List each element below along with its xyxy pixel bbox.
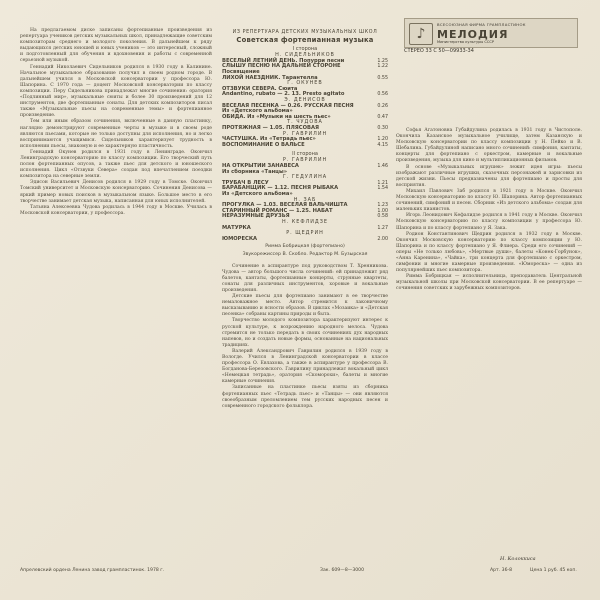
track-title: ЧАСТУШКА. Из «Тетрадь пьес» (222, 136, 316, 143)
track-title: Из «Детского альбома» (222, 108, 293, 115)
track-composer: Р. ГАВРИЛИН (282, 130, 328, 137)
track-title: ОТЗВУКИ СЕВЕРА. Сюита (222, 85, 298, 92)
side-two-label: II сторона (292, 151, 318, 158)
stereo-catalog-number: СТЕРЕО 33 С 50—09933-34 (404, 48, 474, 54)
track-duration: 0.55 (377, 75, 388, 81)
track-title: ПРОГУЛКА — 1.03. ВЕСЕЛАЯ ВАЛЬЧИШТА (222, 202, 348, 209)
paragraph: Эдисон Васильевич Денисов родился в 1929 году в Томске. Окончил Томский университет и Московскую консерваторию. Сочинения Денисова — яркий пример новых поисков в музыкальном языке. Большое место в его творчестве занимает детская музыка, написанная для юных исполнителей. (20, 180, 212, 204)
track-duration: 1.20 (377, 137, 388, 143)
track-title: Из «Детского альбома» (222, 191, 293, 198)
track-duration: 1.25 (377, 58, 388, 64)
track-composer: Н. КЕФЛИДЗЕ (282, 219, 328, 225)
track-title: СТАРИННЫЙ РОМАНС — 1.25. НАБАТ (222, 207, 333, 214)
track-composer: Г. ОКУНЕВ (287, 80, 323, 87)
track-title: НЕРАЗУМНЫЕ ДРУЗЬЯ (222, 213, 290, 220)
series-title: ИЗ РЕПЕРТУАРА ДЕТСКИХ МУЗЫКАЛЬНЫХ ШКОЛ (232, 30, 378, 35)
track-title: ВЕСЕЛЫЙ ЛЕТНИЙ ДЕНЬ. Попурри песни (222, 57, 345, 64)
track-duration: 1.23 (377, 203, 388, 209)
production-credits: Звукорежиссер В. Скобло. Редактор М. Бузырская (242, 252, 368, 258)
track-duration: 1.21 (377, 180, 388, 186)
article-number: Арт. 36-8 (490, 568, 513, 573)
track-item (222, 231, 388, 242)
album-title: Советская фортепианная музыка (236, 36, 374, 45)
paragraph: Родион Константинович Щедрин родился в 1932 году в Москве. Окончил Московскую консерваторию по классу композиции у Ю. Шапорина и по классу фортепиано у Я. Флиера. Среди его сочинений — оперы «Не только любовь», «Мертвые души», балеты «Конек-Горбунок», «Анна Каренина», «Чайка», три концерта для фортепиано с оркестром, симфонии и многие камерные произведения. «Юмореска» — одна из популярнейших пьес композитора. (396, 231, 582, 274)
mid-text-body (222, 264, 388, 410)
track-title: ПРОТЯЖНАЯ — 1.05. ПЛЯСОВАЯ (222, 125, 319, 131)
side-two-tracklist (222, 158, 388, 242)
track-duration: 4.15 (377, 142, 388, 148)
track-duration: 0.30 (377, 126, 388, 131)
track-title: Посвящение (222, 69, 260, 76)
track-title: ТРУБАЧ В ЛЕСУ (222, 179, 269, 186)
track-composer: Р. ЩЕДРИН (286, 230, 324, 237)
track-title: НА ОТКРЫТИИ ЗАНАВЕСА (222, 163, 299, 170)
paragraph: Детские пьесы для фортепиано занимают в ее творчестве немаловажное место. Автор стремится к лаконичному высказыванию и ясности образов. В циклах «Мозаика» и «Детская песенка» собраны картины природы и быта. (222, 294, 388, 318)
track-title: Из сборника «Танцы» (222, 168, 288, 175)
performer: Римма Бобрицкая (фортепиано) (265, 244, 345, 250)
right-text-column (396, 128, 582, 293)
left-text-column (20, 28, 212, 217)
track-title: ЛИХОЙ НАЕЗДНИК. Тарантелла (222, 74, 318, 81)
paragraph: Татьяна Алексеевна Чудова родилась в 1944 году в Москве. Училась в Московской консерватории, у профессора. (20, 204, 212, 216)
paragraph: Валерий Александрович Гаврилин родился в 1939 году в Вологде. Учился в Ленинградской консерватории в классе профессора О. Евлахова, а также в аспирантуре у профессора В. Богданова-Березовского. Гаврилину принадлежат вокальный цикл «Немецкая тетрадь», оратория «Скоморохи», балеты и многие камерные сочинения. (222, 348, 388, 385)
printer-info: Апрелевский ордена Ленина завод грампластинок. 1978 г. (20, 568, 165, 573)
paragraph: Геннадий Николаевич Сидельников родился в 1930 году в Калинине. Начальное музыкальное образование получил в своем родном городе. В дальнейшем учился в Московской консерватории у профессора Ю. Шапорина. С 1970 года — доцент Московской консерватории по классу композиции. Перу Сидельникова принадлежат многие сочинения: оратория «Подлинный мир», музыкальные сюиты и более 30 произведений для 12 инструментов, две фортепианные сонаты. Для детских композиторов писал также «Музыкальные пьесы на современные темы» и фортепианное произведение. (20, 64, 212, 119)
track-composer: Н. ЗАБ (293, 196, 317, 203)
paragraph: Римма Бобрицкая — исполнительница, преподаватель Центральной музыкальной школы при Московской консерватории. В ее репертуаре — сочинения советских и зарубежных композиторов. (396, 274, 582, 292)
logo-top-text: ВСЕСОЮЗНАЯ ФИРМА ГРАМПЛАСТИНОК (437, 22, 526, 27)
track-title: БАРАБАНЩИК — 1.12. ПЕСНЯ РЫБАКА (222, 185, 339, 192)
track-duration: 1.22 (377, 64, 388, 70)
paragraph: Сочинение в аспирантуре под руководством Т. Хренникова. Чудова — автор большого числа сочинений: ей принадлежит ряд балетов, кантаты, фортепианные концерты, струнные квартеты, сонаты для различных инструментов, хоровые и вокальные произведения. (222, 263, 388, 293)
track-title: ЮМОРЕСКА (222, 235, 258, 242)
paragraph: Тем или иным образом сочинения, включенные в данную пластинку, наглядно демонстрируют современные черты в музыке и в своем роде являются пьесами, которые не только доступны для исполнения, но и легко воспринимаются учащимися. Сидельников характеризует трудность в исполнении пьесы, знакомую и ее характерную пластичность. (20, 119, 212, 149)
program-column (222, 28, 388, 410)
track-item (222, 120, 388, 131)
paragraph: Софья Агатоновна Губайдулина родилась в 1931 году в Чистополе. Окончила Казанское музыкальное училище, затем Казанскую и Московскую консерватории по классу композиции у Н. Пейко и В. Шебалина. Губайдулиной написано много сочинений: симфония, кантаты, концерты для фортепиано с оркестром, камерные и вокальные произведения, музыка для кино и мультипликационных фильмов. (396, 128, 582, 164)
paragraph: В основе «Музыкальных игрушек» лежит идея игры: пьесы изображают различные игрушки, сказочных персонажей и зарисовки из детской жизни. Пьесы предназначены для фортепиано и просты для восприятия. (396, 164, 582, 188)
order-number: Зак. 609—8—3000 (320, 568, 365, 573)
track-item (222, 158, 388, 169)
logo-name: МЕЛОДИЯ (437, 28, 509, 41)
annotation-author: Н. Колоккиса (500, 556, 536, 562)
track-composer: Г. ГЕДУЛИНА (282, 174, 328, 181)
track-duration: 0.47 (377, 114, 388, 120)
track-title: МАТУРКА (222, 224, 251, 231)
track-composer: Т. ЧУДОВА (287, 119, 323, 126)
program-header (222, 30, 388, 43)
track-duration: 0.56 (377, 92, 388, 98)
catalog-line (404, 48, 576, 54)
track-composer: Н. СИДЕЛЬНИКОВ (275, 52, 335, 59)
side-one-tracklist (222, 53, 388, 148)
paragraph: Игорь Леонидович Кефалидзе родился в 1941 году в Москве. Окончил Московскую консерваторию по классу композиции у профессора Ю. Шапорина и по классу фортепиано у Я. Зака. (396, 213, 582, 231)
track-title: СЛЫШУ ПЕСНЮ НА ДАЛЬНЕЙ СТОРОНЕ (222, 63, 341, 70)
track-composer: Э. ДЕНИСОВ (284, 97, 326, 104)
melodiya-logo (404, 18, 578, 48)
track-duration: 1.27 (377, 225, 388, 231)
track-title: ВЕСЕЛАЯ ПЕСЕНКА — 0.26. РУССКАЯ ПЕСНЯ (222, 102, 354, 109)
track-duration: 1.54 (377, 186, 388, 192)
track-title: ВОСПОМИНАНИЕ О ВАЛЬСЕ (222, 141, 305, 148)
track-duration: 1.00 (377, 208, 388, 214)
track-duration: 2.00 (377, 236, 388, 242)
paragraph: Михаил Павлович Заб родился в 1921 году в Москве. Окончил Московскую консерваторию по классу Ю. Шапорина. Автор фортепианных сочинений, симфоний и песен. Сборник «Из детского альбома» создан для маленьких пианистов. (396, 188, 582, 213)
side-one-label: I сторона (292, 46, 318, 53)
paragraph: На предлагаемом диске записаны фортепианные произведения из репертуара учеников детских музыкальных школ, принадлежащие советским композиторам среднего и молодого поколения. В дальнейшем к ряду выдающихся детских юношей и юных учеников — это интересный, сложный и подготовленный для обучения и вдохновения и работы с современной серьезной музыкой. (20, 28, 212, 64)
paragraph: Творчество молодого композитора характеризуют интерес к русской культуре, к возрождению народного мелоса. Чудова стремится не только передать в своих сочинениях дух народных напевов, но и создать новые формы, основанные на национальных традициях. (222, 318, 388, 348)
track-composer: Р. ГАВРИЛИН (282, 157, 328, 164)
price: Цена 1 руб. 45 коп. (530, 568, 577, 573)
track-title: Andantino, rubato — 2. 13. Presto agitato (222, 91, 345, 98)
melodiya-emblem-icon: ♪ (409, 23, 433, 45)
track-duration: 0.58 (377, 214, 388, 220)
track-duration: 1.46 (377, 164, 388, 170)
track-item (222, 143, 388, 149)
track-line (222, 143, 388, 149)
paragraph: Записанные на пластинке пьесы взяты из сборника фортепианных пьес «Тетрадь пьес» и «Танцы» — они являются своеобразным преломлением тем русских народных песен и современного городского фольклора. (222, 385, 388, 409)
logo-sub-text: Министерство культуры СССР (437, 40, 495, 44)
track-line (222, 237, 388, 243)
track-duration: 0.26 (377, 103, 388, 109)
paragraph: Геннадий Окунев родился в 1931 году в Ленинграде. Окончил Ленинградскую консерваторию по классу композиции. Его творческий путь полон фортепианных опусов, а также пьес для детского и юношеского исполнения. Цикл «Отзвуки Севера» создан под впечатлением поездки композитора на северные земли. (20, 149, 212, 180)
track-title: ОБИДА. Из «Музыки на шесть пьес» (222, 113, 331, 120)
